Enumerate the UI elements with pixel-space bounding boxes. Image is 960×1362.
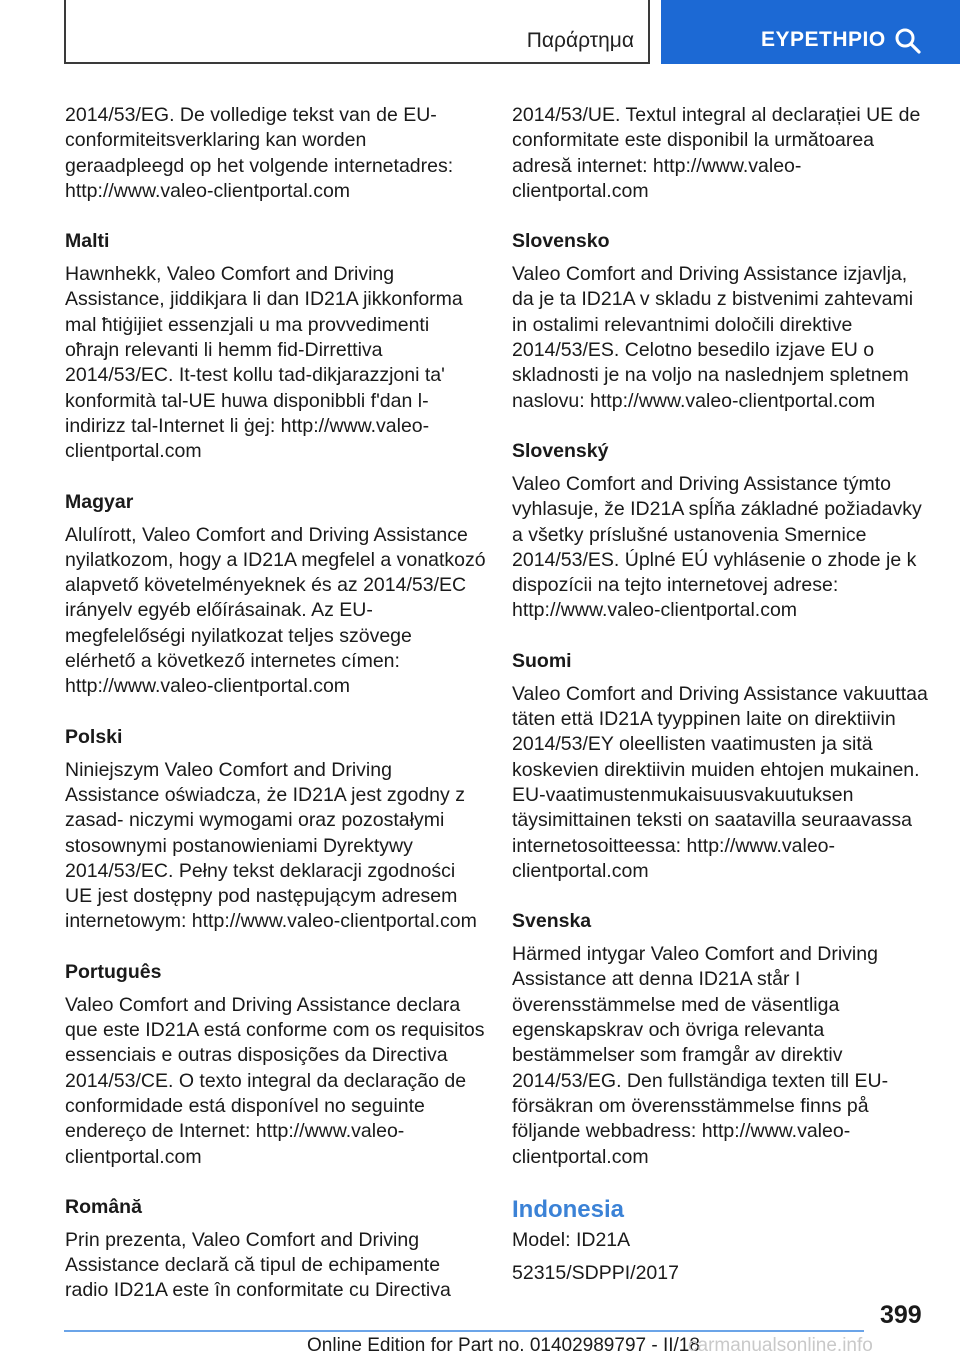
- text-portugues: Valeo Comfort and Driving Assistance declara que este ID21A está conforme com os requisitos essenciais e outras disposições da Directiva 2014/53/CE. O texto integral da declaração de conformidade está disponível no seguinte endereço de Internet: http://www.valeo-clientportal.com: [65, 993, 485, 1168]
- heading-romana: Română: [65, 1195, 142, 1218]
- heading-slovensky: Slovenský: [512, 439, 609, 462]
- left-column: [65, 103, 487, 1329]
- heading-svenska: Svenska: [512, 910, 592, 933]
- text-malti: Hawnhekk, Valeo Comfort and Driving Assistance, jiddikjara li dan ID21A jikkonforma mal ħtiġijiet essenzjali u ma provvedimenti oħrajn relevanti li hemm fid-Dirrettiva 2014/53/EC. It-test kollu tad-dikjarazzjoni ta' konformità tal-UE huwa disponibbli f'dan l-indirizz tal-Internet li ġej: http://www.valeo-clientportal.com: [65, 263, 463, 463]
- intro-text-nl: 2014/53/EG. De volledige tekst van de EU-conformiteitsverklaring kan worden geraadpleegd op het volgende internetadres: http://www.valeo-clientportal.com: [65, 104, 454, 202]
- text-polski: Niniejszym Valeo Comfort and Driving Assistance oświadcza, że ID21A jest zgodny z zasad- niczymi wymogami oraz pozostałymi stosownymi postanowieniami Dyrektywy 2014/53/EC. Pełny tekst deklaracji zgodności UE jest dostępny pod następującym adresem internetowym: http://www.valeo-clientportal.com: [65, 758, 477, 933]
- text-romana: Prin prezenta, Valeo Comfort and Driving Assistance declară că tipul de echipamente radio ID21A este în conformitate cu Directiva: [65, 1228, 451, 1302]
- edition-text: Online Edition for Part no. 01402989797 - II/18: [307, 1335, 700, 1356]
- heading-magyar: Magyar: [65, 490, 134, 513]
- heading-polski: Polski: [65, 725, 123, 748]
- certificate-number: 52315/SDPPI/2017: [512, 1262, 679, 1285]
- intro-text-ro: 2014/53/UE. Textul integral al declarației UE de conformitate este disponibil la următoarea adresă internet: http://www.valeo-clientportal.com: [512, 104, 921, 202]
- index-tab[interactable]: [661, 0, 960, 64]
- right-column: [512, 103, 932, 1311]
- text-svenska: Härmed intygar Valeo Comfort and Driving Assistance att denna ID21A står I överensstämmelse med de väsentliga egenskapskrav och övriga relevanta bestämmelser som framgår av direktiv 2014/53/EG. Den fullständiga texten till EU-försäkran om överensstämmelse finns på följande webbadress: http://www.valeo-clientportal.com: [512, 943, 889, 1168]
- heading-slovensko: Slovensko: [512, 230, 610, 253]
- model-text: Model: ID21A: [512, 1228, 631, 1251]
- heading-malti: Malti: [65, 230, 110, 253]
- text-magyar: Alulírott, Valeo Comfort and Driving Assistance nyilatkozom, hogy a ID21A megfelel a vonatkozó alapvető követelményeknek és az 2014/53/EC irányelv egyéb előírásainak. Az EU-megfelelőségi nyilatkozat teljes szövege elérhető a következő internetes címen: http://www.valeo-clientportal.com: [65, 523, 486, 698]
- footer-divider: [64, 1330, 864, 1332]
- heading-suomi: Suomi: [512, 649, 572, 672]
- search-icon[interactable]: [895, 28, 921, 54]
- watermark: carmanualsonline.info: [688, 1335, 873, 1356]
- section-tab-label: Παράρτημα: [526, 29, 634, 52]
- heading-indonesia: Indonesia: [512, 1195, 625, 1223]
- text-slovensky: Valeo Comfort and Driving Assistance týmto vyhlasuje, že ID21A spĺňa základné požiadavky a všetky príslušné ustanovenia Smernice 2014/53/ES. Úplné EÚ vyhlásenie o zhode je k dispozícii na tejto internetovej adrese: http://www.valeo-clientportal.com: [512, 472, 922, 622]
- text-slovensko: Valeo Comfort and Driving Assistance izjavlja, da je ta ID21A v skladu z bistvenimi zahtevami in ostalimi relevantnimi določili direktive 2014/53/ES. Celotno besedilo izjave EU o skladnosti je na voljo na naslednjem spletnem naslovu: http://www.valeo-clientportal.com: [512, 263, 914, 412]
- heading-portugues: Português: [65, 960, 162, 983]
- text-suomi: Valeo Comfort and Driving Assistance vakuuttaa täten että ID21A tyyppinen laite on direktiivin 2014/53/EY oleellisten vaatimusten ja sitä koskevien direktiivin muiden ehtojen mukainen. EU-vaatimustenmukaisuusvakuutuksen täysimittainen teksti on saatavilla seuraavassa internetosoitteessa: http://www.valeo-clientportal.com: [512, 682, 928, 882]
- page-number: 399: [880, 1301, 922, 1329]
- index-tab-label: ΕΥΡΕΤΗΡΙΟ: [761, 28, 886, 51]
- section-tab[interactable]: [64, 0, 650, 64]
